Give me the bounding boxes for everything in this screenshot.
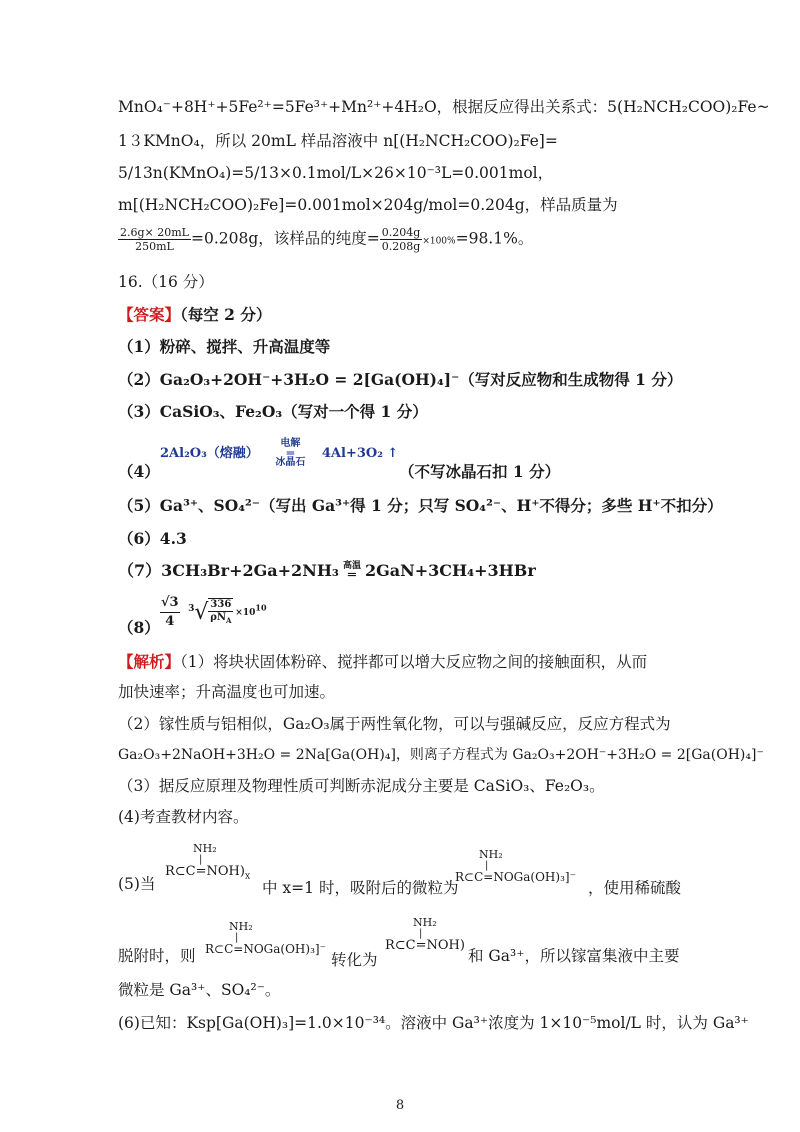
analysis-1b: 加快速率；升高温度也可加速。 <box>118 683 336 701</box>
molecule-4 <box>385 916 465 953</box>
answer-8-number: （8） <box>118 618 160 637</box>
analysis-5-mid: 中 x=1 时，吸附后的微粒为 <box>262 879 459 897</box>
analysis-3: （3）据反应原理及物理性质可判断赤泥成分主要是 CaSiO₃、Fe₂O₃。 <box>118 777 605 795</box>
bond-icon: | <box>419 928 423 939</box>
molecule-2-top: NH₂ <box>479 848 503 861</box>
times-ten-exp: 10 <box>255 602 267 613</box>
answer-1: （1）粉碎、搅拌、升高温度等 <box>118 337 331 356</box>
electrolysis-left: 2Al₂O₃（熔融） <box>160 446 259 461</box>
purity-mid: =0.208g，该样品的纯度= <box>190 229 380 248</box>
electrolysis-right: 4Al+3O₂ ↑ <box>321 446 399 461</box>
analysis-4: (4)考查教材内容。 <box>118 808 249 826</box>
electrolysis-equation <box>160 438 398 469</box>
mass-fraction-num: 2.6g× 20mL <box>120 226 189 239</box>
molecule-4-top: NH₂ <box>413 916 437 929</box>
mass-fraction-den: 250mL <box>135 240 174 253</box>
calc-line-3: 5/13n(KMnO₄)=5/13×0.1mol/L×26×10⁻³L=0.001mol， <box>118 164 554 182</box>
answer-5: （5）Ga³⁺、SO₄²⁻（写出 Ga³⁺得 1 分；只写 SO₄²⁻、H⁺不得分；多些 H⁺不扣分） <box>118 496 723 515</box>
analysis-5-pre: (5)当 <box>118 875 156 893</box>
high-temp-condition <box>339 562 365 581</box>
electrolysis-condition <box>271 438 309 469</box>
molecule-2-main: R⊂C=NOGa(OH)₃]⁻ <box>455 870 576 884</box>
question-16-heading: 16.（16 分） <box>118 273 214 291</box>
analysis-1a-text: （1）将块状固体粉碎、搅拌都可以增大反应物之间的接触面积，从而 <box>180 653 648 671</box>
answer-label: 【答案】 <box>118 305 181 324</box>
answer-heading <box>118 305 271 325</box>
cube-root-fraction <box>208 598 233 627</box>
bond-icon: | <box>199 854 203 865</box>
radical-icon: √ <box>194 600 209 625</box>
analysis-2b: Ga₂O₃+2NaOH+3H₂O = 2Na[Ga(OH)₄]，则离子方程式为 Ga₂O₃+2OH⁻+3H₂O = 2[Ga(OH)₄]⁻ <box>118 747 764 763</box>
purity-percent-small: ×100% <box>422 236 456 247</box>
answer-7-right: 2GaN+3CH₄+3HBr <box>364 561 536 580</box>
analysis-5-post2: 和 Ga³⁺，所以镓富集液中主要 <box>468 947 680 965</box>
molecule-1-top: NH₂ <box>193 842 217 855</box>
molecule-3-top: NH₂ <box>229 920 253 933</box>
analysis-1a <box>118 652 647 672</box>
answer-6: （6）4.3 <box>118 529 187 548</box>
molecule-1-formula: R⊂C=NOH) <box>165 864 245 879</box>
bond-icon: | <box>235 932 239 943</box>
electrolysis-under: 冰晶石 <box>275 457 306 468</box>
purity-line <box>118 226 533 253</box>
analysis-label: 【解析】 <box>118 652 181 671</box>
mass-fraction <box>118 226 191 253</box>
calc-line-2: 1３KMnO₄，所以 20mL 样品溶液中 n[(H₂NCH₂COO)₂Fe]= <box>118 132 558 150</box>
purity-fraction <box>380 226 423 253</box>
molecule-2 <box>455 848 576 884</box>
analysis-5-line3: 微粒是 Ga³⁺、SO₄²⁻。 <box>118 981 281 999</box>
molecule-3 <box>205 920 326 956</box>
analysis-5-pre2: 脱附时，则 <box>118 947 196 965</box>
four: 4 <box>165 614 175 629</box>
analysis-5-mid2: 转化为 <box>331 951 378 969</box>
high-temp-label: 高温 <box>342 561 361 571</box>
purity-fraction-den: 0.208g <box>381 240 421 253</box>
page-number: 8 <box>395 1098 405 1113</box>
answer-7 <box>118 561 536 581</box>
root3-over-4 <box>160 594 180 631</box>
answer-7-left: （7）3CH₃Br+2Ga+2NH₃ <box>118 561 339 580</box>
cube-root-den-main: ρN <box>210 612 227 623</box>
equals-sign-icon: ═ <box>286 446 294 460</box>
equals-sign-icon: ═ <box>348 568 356 583</box>
cube-root-index: 3 <box>188 603 195 614</box>
answer-8-formula <box>160 594 267 631</box>
answer-4-number: （4） <box>118 462 160 481</box>
molecule-1-sub: x <box>244 871 251 882</box>
molecule-1 <box>165 842 250 882</box>
answer-4-note: （不写冰晶石扣 1 分） <box>399 462 561 481</box>
purity-fraction-num: 0.204g <box>381 226 421 239</box>
molecule-4-main: R⊂C=NOH) <box>385 938 465 953</box>
answer-3: （3）CaSiO₃、Fe₂O₃（写对一个得 1 分） <box>118 402 428 421</box>
molecule-1-main <box>165 864 250 882</box>
purity-result: =98.1%。 <box>455 229 534 248</box>
cube-root-den-sub: A <box>226 616 232 625</box>
times-ten: ×10 <box>235 607 256 618</box>
calc-line-4: m[(H₂NCH₂COO)₂Fe]=0.001mol×204g/mol=0.204g，样品质量为 <box>118 196 618 214</box>
electrolysis-over: 电解 <box>280 438 301 449</box>
analysis-2a: （2）镓性质与铝相似，Ga₂O₃属于两性氧化物，可以与强碱反应，反应方程式为 <box>118 715 671 733</box>
calc-line-1: MnO₄⁻+8H⁺+5Fe²⁺=5Fe³⁺+Mn²⁺+4H₂O，根据反应得出关系式：5(H₂NCH₂COO)₂Fe~ <box>118 98 770 116</box>
analysis-6: (6)已知：Ksp[Ga(OH)₃]=1.0×10⁻³⁴。溶液中 Ga³⁺浓度为 1×10⁻⁵mol/L 时，认为 Ga³⁺ <box>118 1014 749 1032</box>
cube-root-num: 336 <box>210 599 232 610</box>
answer-2: （2）Ga₂O₃+2OH⁻+3H₂O = 2[Ga(OH)₄]⁻（写对反应物和生成物得 1 分） <box>118 370 683 389</box>
cube-root-den <box>208 612 233 627</box>
molecule-3-main: R⊂C=NOGa(OH)₃]⁻ <box>205 942 326 956</box>
bond-icon: | <box>485 860 489 871</box>
answer-note: （每空 2 分） <box>180 305 272 324</box>
root3: √3 <box>160 594 180 613</box>
analysis-5-post: ，使用稀硫酸 <box>588 879 682 897</box>
